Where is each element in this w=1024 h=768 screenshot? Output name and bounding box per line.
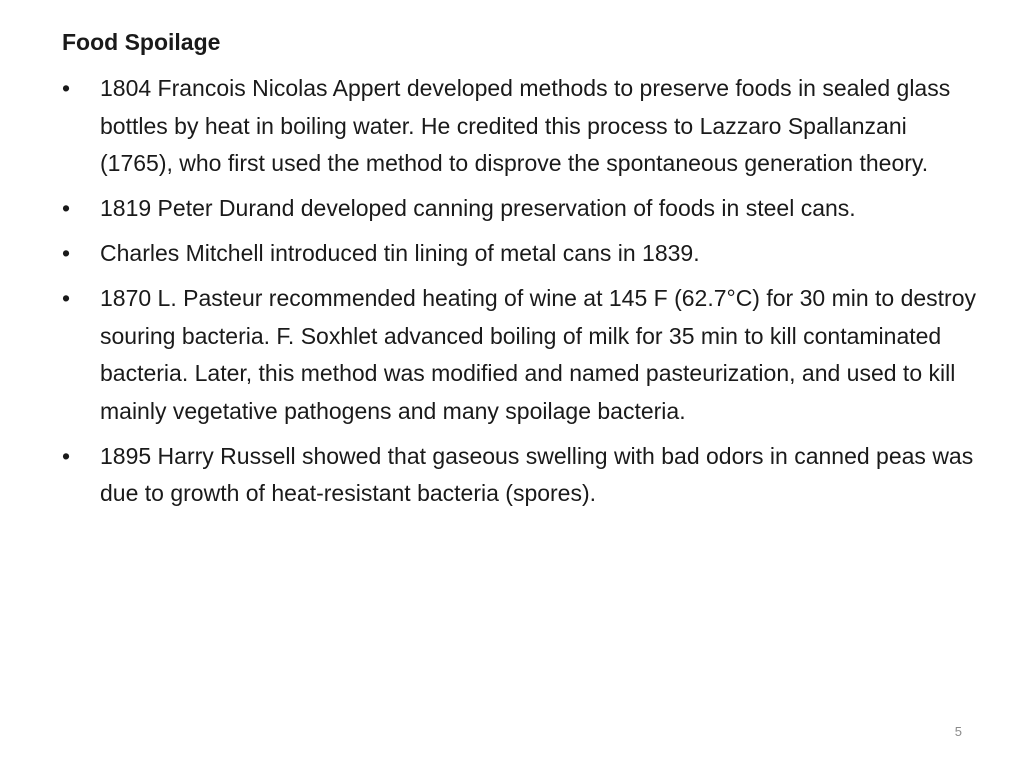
bullet-item (62, 280, 980, 430)
bullet-dot-icon: • (62, 195, 71, 221)
bullet-text: 1804 Francois Nicolas Appert developed methods to preserve foods in sealed glass bottles by heat in boiling water. He credited this process to Lazzaro Spallanzani (1765), who first used the method to disprove the spontaneous generation theory. (100, 75, 951, 176)
bullet-list (62, 70, 980, 520)
bullet-item (62, 190, 980, 228)
bullet-item (62, 438, 980, 513)
bullet-text: 1870 L. Pasteur recommended heating of wine at 145 F (62.7°C) for 30 min to destroy souring bacteria. F. Soxhlet advanced boiling of milk for 35 min to kill contaminated bacteria. Later, this method was modified and named pasteurization, and used to kill mainly vegetative pathogens and many spoilage bacteria. (100, 285, 977, 424)
slide-title: Food Spoilage (62, 29, 221, 55)
bullet-item (62, 235, 980, 273)
bullet-dot-icon: • (62, 240, 71, 266)
bullet-text: 1819 Peter Durand developed canning preservation of foods in steel cans. (100, 195, 856, 221)
bullet-dot-icon: • (62, 285, 71, 311)
bullet-dot-icon: • (62, 442, 71, 469)
bullet-item (62, 70, 980, 183)
page-number: 5 (954, 724, 962, 739)
bullet-text: Charles Mitchell introduced tin lining of metal cans in 1839. (100, 240, 700, 266)
bullet-text: 1895 Harry Russell showed that gaseous swelling with bad odors in canned peas was due to growth of heat-resistant bacteria (spores). (100, 442, 974, 506)
bullet-dot-icon: • (62, 75, 71, 101)
